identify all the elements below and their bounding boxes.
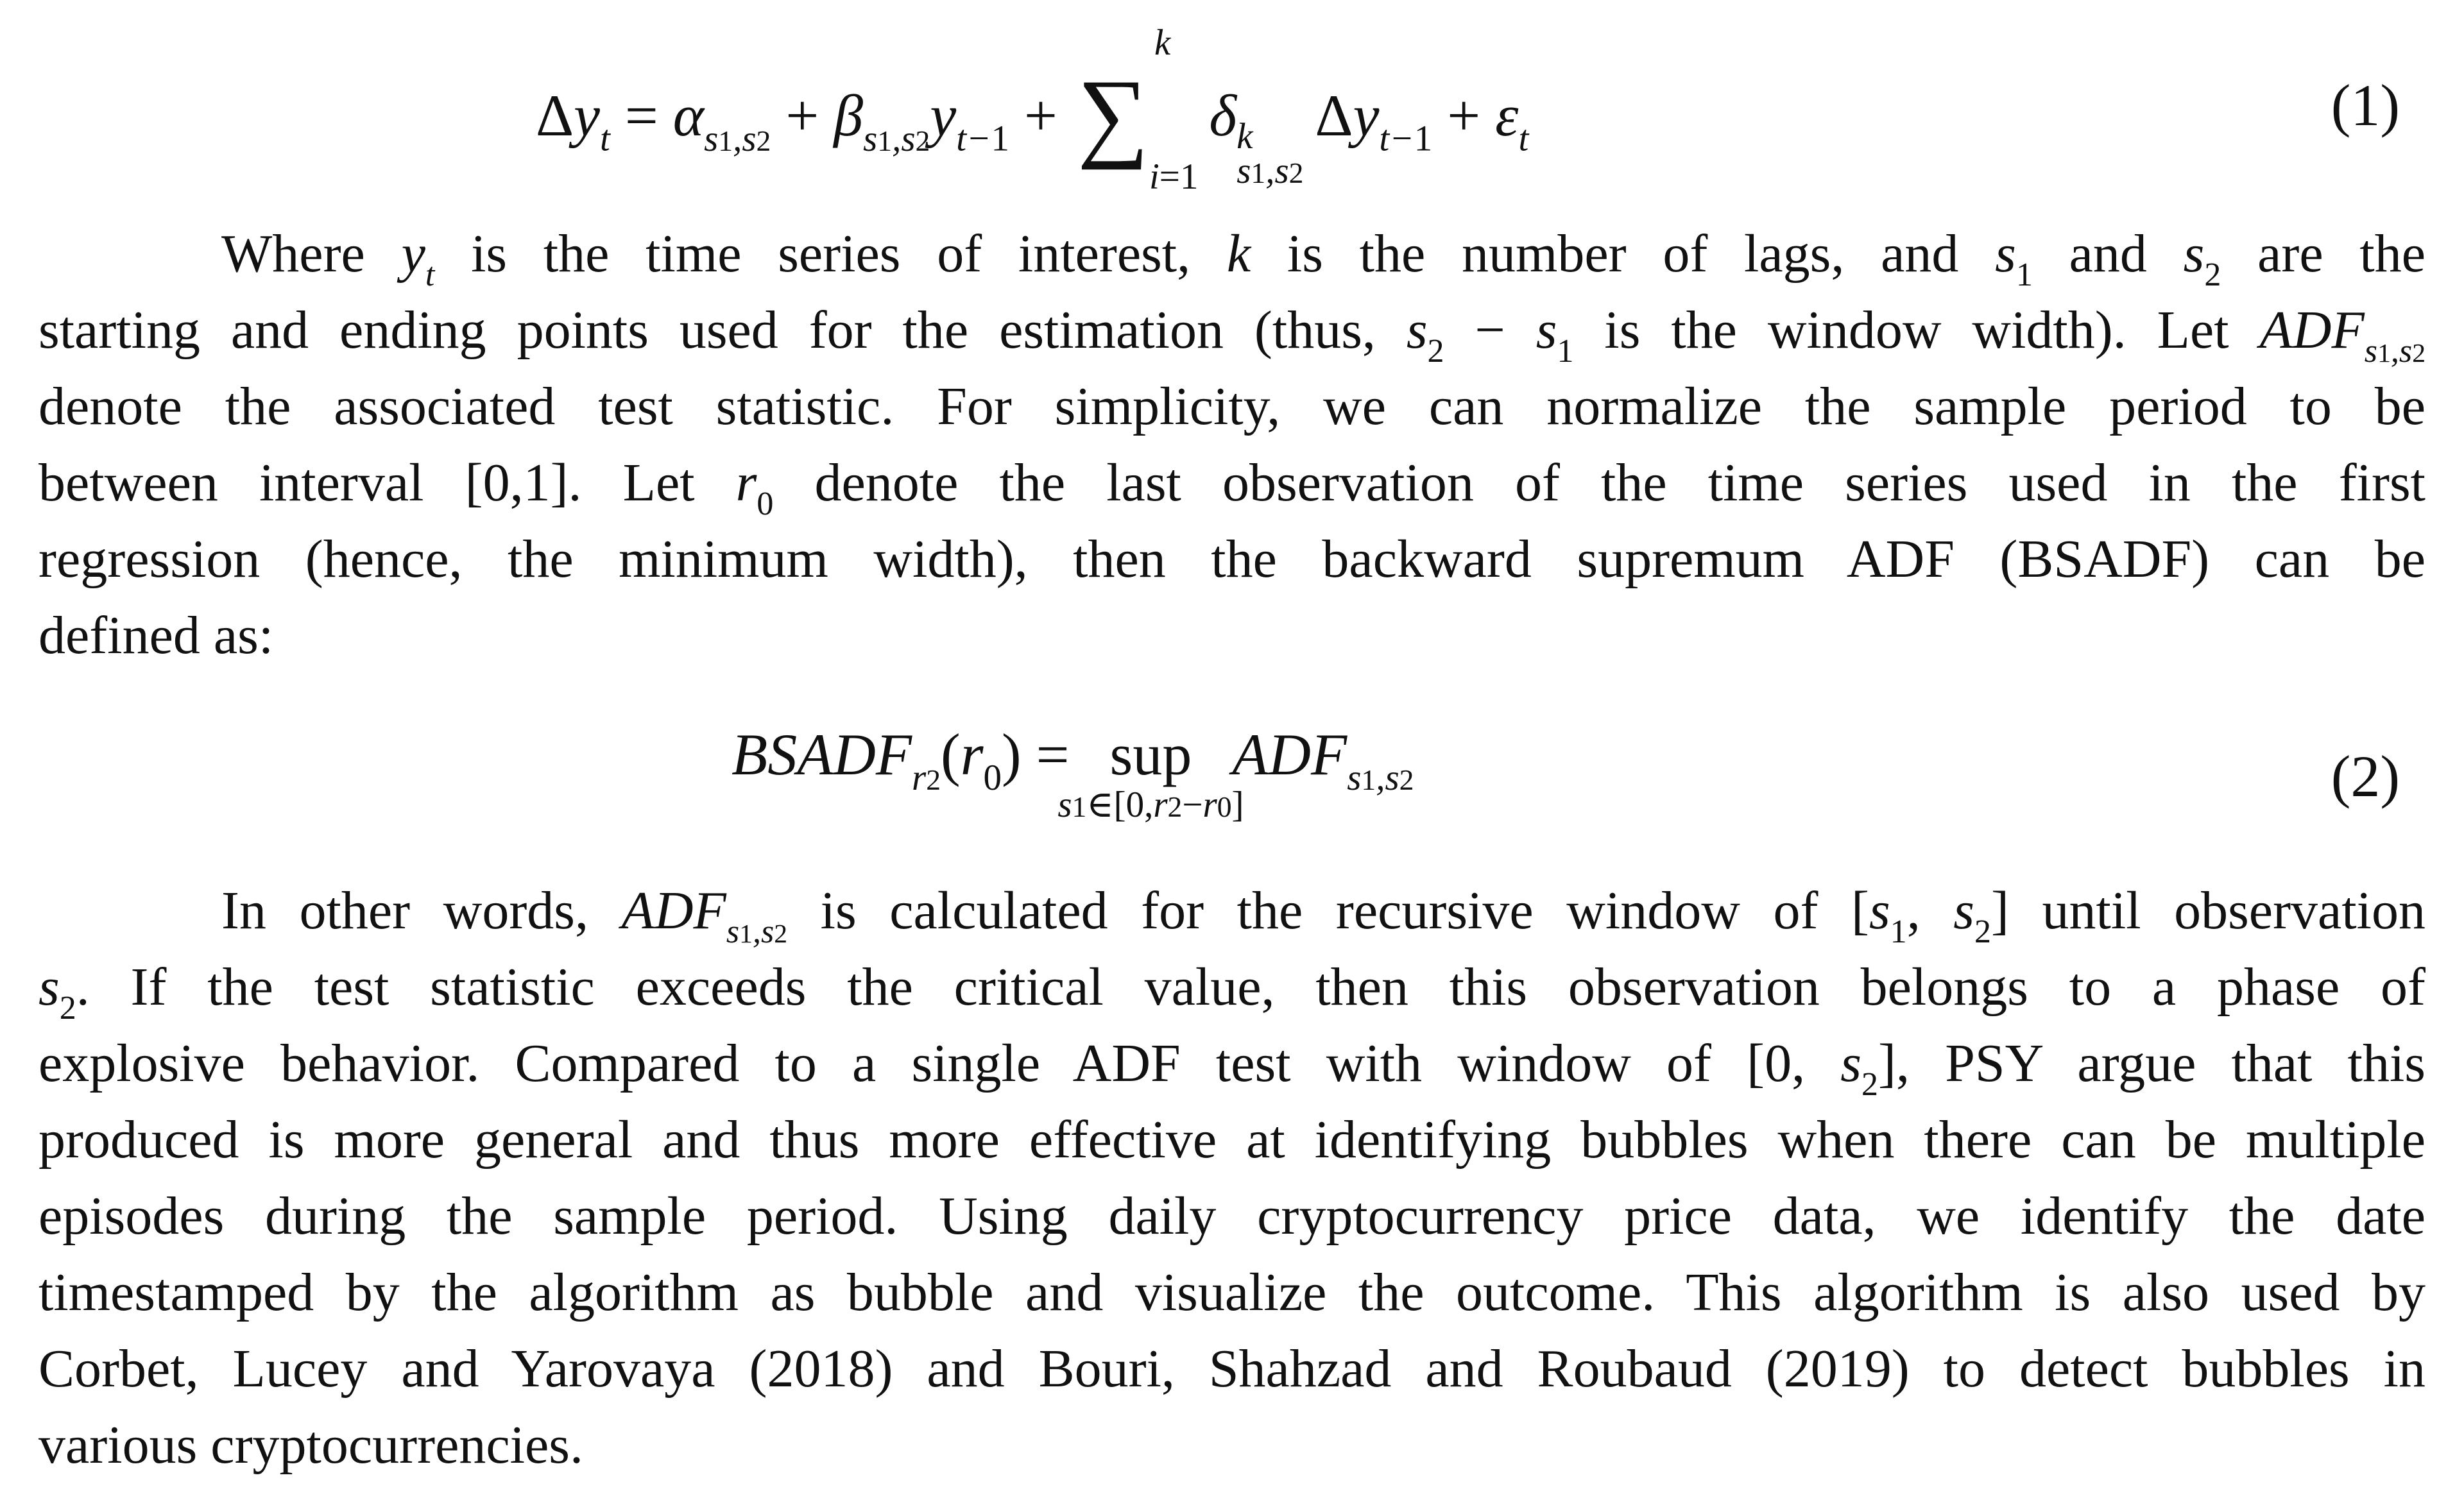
paragraph-2 — [38, 872, 2426, 1483]
p2-line-3: explosive behavior. Compared to a single ADF test with window of [0, $s_2$], PSY argue that this — [38, 1034, 2426, 1103]
p1-line-5: regression (hence, the minimum width), then the backward supremum ADF (BSADF) can be — [38, 529, 2426, 589]
summation-symbol: ∑ k i=1 — [1077, 22, 1199, 197]
equation-1-number: (1) — [2331, 72, 2400, 138]
equation-1-body: $\Delta y_t = \alpha_{s1,s2} + \beta_{s1,s2}y_{t-1}$ + ∑ k i=1 δ k s1,s2 $\Delta y_{t-1} + \varepsilon_t$ — [536, 22, 1529, 197]
p1-line-3: denote the associated test statistic. For simplicity, we can normalize the sample period to be — [38, 377, 2426, 436]
equation-2-body: $BSADF_{r2}(r_0)$ = sup s1∈[0,r2−r0] $ADF_{s1,s2}$ — [732, 722, 1414, 825]
p2-line-7: Corbet, Lucey and Yarovaya (2018) and Bouri, Shahzad and Roubaud (2019) to detect bubbles in — [38, 1339, 2426, 1399]
p1-line-2: starting and ending points used for the estimation (thus, $s_2 - s_1$ is the window width). Let $ADF_{s1,s2}$ — [38, 300, 2426, 370]
equation-1 — [38, 22, 2426, 197]
supremum-operator: sup s1∈[0,r2−r0] — [1057, 722, 1244, 825]
equation-2-number: (2) — [2331, 744, 2400, 809]
p1-line-1: Where $y_t$ is the time series of interest, k is the number of lags, and $s_1$ and $s_2$ are the — [221, 224, 2426, 293]
paper-page — [38, 0, 2426, 1498]
p2-line-5: episodes during the sample period. Using daily cryptocurrency price data, we identify the date — [38, 1186, 2426, 1246]
equation-2 — [38, 722, 2426, 853]
p2-line-6: timestamped by the algorithm as bubble and visualize the outcome. This algorithm is also used by — [38, 1263, 2426, 1322]
p1-line-4: between interval [0,1]. Let $r_0$ denote the last observation of the time series used in the first — [38, 453, 2426, 522]
p2-line-1: In other words, $ADF_{s1,s2}$ is calculated for the recursive window of [$s_1$, $s_2$] until observation — [221, 881, 2426, 950]
p2-line-4: produced is more general and thus more effective at identifying bubbles when there can be multiple — [38, 1110, 2426, 1170]
p1-line-6: defined as: — [38, 606, 274, 665]
paragraph-1 — [38, 216, 2426, 674]
p2-line-8: various cryptocurrencies. — [38, 1415, 583, 1475]
p2-line-2: $s_2$. If the test statistic exceeds the critical value, then this observation belongs to a phase of — [38, 957, 2426, 1026]
